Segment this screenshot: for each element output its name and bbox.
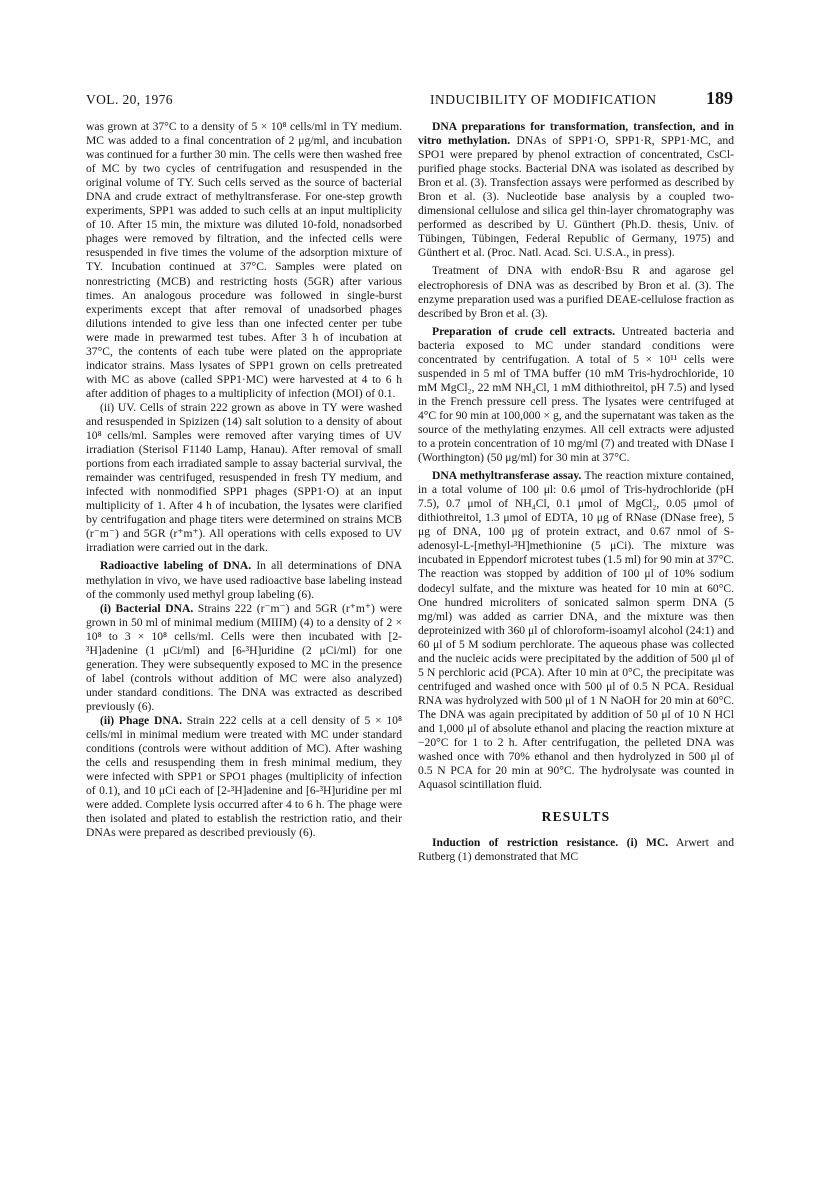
paragraph-text: Arwert and Rutberg (1) demonstrated that MC	[418, 836, 734, 864]
paragraph-radioactive-labeling	[86, 559, 402, 601]
paragraph-induction	[418, 836, 734, 864]
subsection-heading-bacterial-dna: (i) Bacterial DNA.	[100, 601, 194, 615]
paragraph-text: The reaction mixture contained, in a total volume of 100 μl: 0.6 μmol of Tris-hydrochloride (pH 7.5), 0.7 μmol of NH₄Cl, 0.1 μmol of MgCl₂, 0.05 μmol of dithiothreitol, 1.3 μmol of EDTA, 10 μg of RNase (DNase free), 5 μg of DNA, 100 μg of protein extract, and 0.67 nmol of S-adenosyl-L-[methyl-³H]methionine (5 μCi). The mixture was incubated in Eppendorf microtest tubes (1.5 ml) for 90 min at 37°C. The reaction was stopped by addition of 100 μl of 10% sodium dodecyl sulfate, and the mixture was heated for 10 min at 60°C. One hundred microliters of sonicated salmon sperm DNA (5 mg/ml) was added as carrier DNA, and the mixture was then deproteinized with 360 μl of chloroform-isoamyl alcohol (24:1) and 60 μl of 5 M sodium perchlorate. The aqueous phase was collected and the nucleic acids were precipitated by the addition of 500 μl of 5 N perchloric acid (PCA). After 10 min at 0°C, the precipitate was centrifuged and washed once with 500 μl of 0.5 N PCA. Residual RNA was hydrolyzed with 500 μl of 1 N NaOH for 20 min at 60°C. The DNA was again precipitated by addition of 50 μl of 10 N HCl and 1,000 μl of absolute ethanol and placing the reaction mixture at −20°C for 1 to 2 h. After centrifugation, the pelleted DNA was washed once with 70% ethanol and then hydrolyzed in 500 μl of 0.5 N PCA for 20 min at 90°C. The hydrolysate was counted in Aquasol scintillation fluid.	[418, 469, 734, 792]
paragraph-text: Strain 222 cells at a cell density of 5 × 10⁸ cells/ml in minimal medium were treated with MC under standard conditions (controls were without addition of MC). After washing the cells and resuspending them in fresh minimal medium, they were infected with SPP1 or SPO1 phages (multiplicity of infection of 0.1), and 10 μCi each of [2-³H]adenine and [6-³H]uridine per ml were added. Complete lysis occurred after 4 to 6 h. The phage were then isolated and plated to establish the restriction ratio, and their DNAs were prepared as described previously (6).	[86, 713, 402, 840]
paragraph-endor-treatment: Treatment of DNA with endoR·Bsu R and agarose gel electrophoresis of DNA was as described by Bron et al. (3). The enzyme preparation used was a purified DEAE-cellulose fraction as described by Bron et al. (3).	[418, 264, 734, 320]
paragraph-text: DNAs of SPP1·O, SPP1·R, SPP1·MC, and SPO1 were prepared by phenol extraction of concentrated, CsCl-purified phage stocks. Bacterial DNA was isolated as described by Bron et al. (3). Transfection assays were performed as described by Bron et al. (3). Nucleotide base analysis by a coupled two-dimensional cellulose and silica gel thin-layer chromatography was performed as described by U. Günthert (Ph.D. thesis, Univ. of Tübingen, Tübingen, Federal Republic of Germany, 1975) and Günthert et al. (Proc. Natl. Acad. Sci. U.S.A., in press).	[418, 134, 734, 260]
results-heading: RESULTS	[541, 809, 611, 825]
left-column	[86, 120, 402, 840]
subsection-heading-phage-dna: (ii) Phage DNA.	[100, 713, 182, 727]
section-heading-induction: Induction of restriction resistance. (i) MC.	[432, 836, 669, 850]
section-heading-dna-preparations: DNA preparations for transformation, transfection, and in vitro methylation.	[418, 120, 734, 148]
running-title: INDUCIBILITY OF MODIFICATION	[430, 92, 657, 107]
paragraph-crude-extracts	[418, 325, 734, 465]
volume-label: VOL. 20, 1976	[86, 92, 173, 107]
paragraph-dna-preparations	[418, 120, 734, 260]
paragraph-text: Strains 222 (r⁻m⁻) and 5GR (r⁺m⁺) were grown in 50 ml of minimal medium (MIIIM) (4) to a density of 2 × 10⁸ to 3 × 10⁸ cells/ml. Cells were then incubated with [2-³H]adenine (1 μCi/ml) and [6-³H]uridine (2 μCi/ml) for one generation. They were subsequently exposed to MC in the presence of label (controls without addition of MC were also analyzed) under standard conditions. The DNA was extracted as described previously (6).	[86, 601, 403, 713]
right-column	[418, 120, 734, 864]
section-heading-methyltransferase-assay: DNA methyltransferase assay.	[432, 469, 582, 483]
page-number: 189	[706, 88, 733, 108]
paragraph-bacterial-dna	[86, 602, 402, 714]
paragraph-phage-dna	[86, 714, 402, 840]
paragraph-uv: (ii) UV. Cells of strain 222 grown as above in TY were washed and resuspended in Spizizen (14) salt solution to a density of about 10⁸ cells/ml. Samples were removed after varying times of UV irradiation (Sterisol F1140 Lamp, Hanau). After removal of small portions from each irradiated sample to assay bacterial survival, the remainder was centrifuged, resuspended in fresh TY medium, and infected with nonmodified SPP1 phages (SPP1·O) at an input multiplicity of 1. After 4 h of incubation, the lysates were clarified by centrifugation and phage titers were determined on strains MCB (r⁻m⁻) and 5GR (r⁺m⁺). All operations with cells exposed to UV irradiation were carried out in the dark.	[86, 400, 402, 555]
paragraph-methyltransferase-assay	[418, 469, 734, 792]
page-header	[86, 88, 733, 114]
section-heading-radioactive-labeling: Radioactive labeling of DNA.	[100, 559, 252, 573]
paragraph-text: Untreated bacteria and bacteria exposed to MC under standard conditions were concentrated by centrifugation. A total of 5 × 10¹¹ cells were suspended in 5 ml of TMA buffer (10 mM Tris-hydrochloride, 10 mM MgCl₂, 22 mM NH₄Cl, 1 mM dithiothreitol, pH 7.5) and lysed in the French pressure cell press. The lysates were centrifuged at 4°C for 90 min at 100,000 × g, and the supernatant was taken as the source of the methylating enzymes. All cell extracts were adjusted to a protein concentration of 10 mg/ml (7) and treated with DNase I (Worthington) (50 μg/ml) for 30 min at 37°C.	[418, 324, 734, 465]
paragraph-text: In all determinations of DNA methylation in vivo, we have used radioactive base labeling instead of the commonly used methyl group labeling (6).	[86, 559, 402, 601]
paragraph-mc-procedure: was grown at 37°C to a density of 5 × 10⁸ cells/ml in TY medium. MC was added to a final concentration of 2 μg/ml, and incubation was continued for a further 30 min. The cells were then washed free of MC by two cycles of centrifugation and resuspended in the original volume of TY. Such cells served as the source of bacterial DNA and crude extract of methyltransferase. For one-step growth experiments, SPP1 was added to such cells at an input multiplicity of 10. After 15 min, the mixture was diluted 10-fold, nonadsorbed phages were removed by filtration, and the infected cells were resuspended in five times the volume of the adsorption mixture of TY. Incubation continued at 37°C. Samples were plated on nonrestricting (MCB) and restricting hosts (5GR) after various times. An analogous procedure was followed in single-burst experiments except that after removal of unadsorbed phages dilutions intended to give less than one infected center per tube were made in prewarmed test tubes. After 3 h of incubation at 37°C, the contents of each tube were plated on the appropriate indicator strains. Mass lysates of SPP1 grown on cells pretreated with MC as above (called SPP1·MC) were harvested at 4 to 6 h after addition of phages to a multiplicity of infection (MOI) of 0.1.	[86, 120, 402, 400]
section-heading-crude-extracts: Preparation of crude cell extracts.	[432, 324, 616, 338]
